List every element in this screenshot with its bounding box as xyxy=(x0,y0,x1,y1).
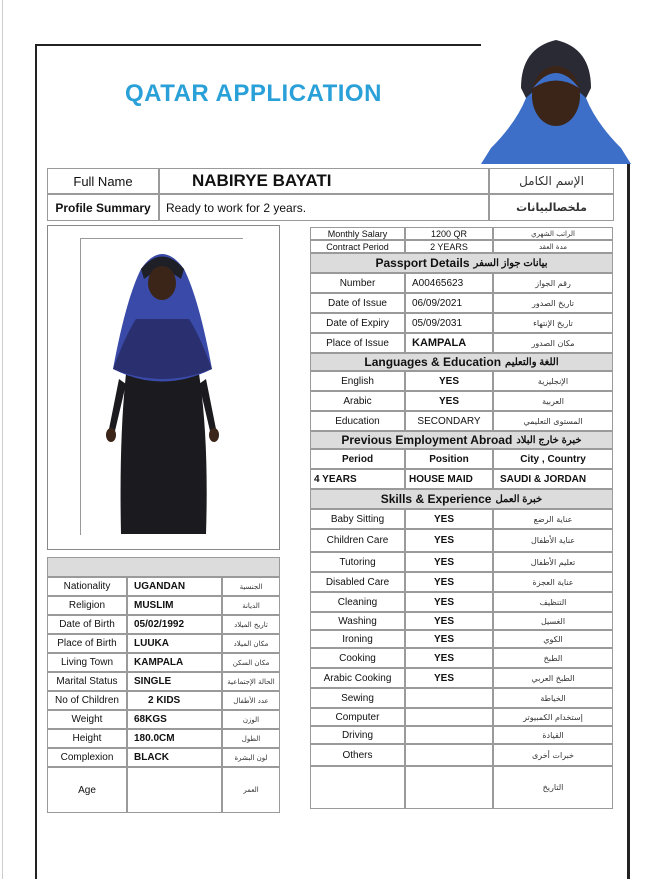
skill-label: Cooking xyxy=(310,648,405,668)
passport-heading-text: Passport Details xyxy=(375,256,470,270)
skill-value: YES xyxy=(405,668,493,688)
personal-arabic: الديانة xyxy=(222,596,280,615)
full-name-label: Full Name xyxy=(47,168,159,194)
full-name-arabic: الإسم الكامل xyxy=(489,168,614,194)
passport-heading xyxy=(310,253,613,273)
skill-arabic: القيادة xyxy=(493,726,613,744)
skill-label: Baby Sitting xyxy=(310,509,405,529)
skill-label: Tutoring xyxy=(310,552,405,572)
personal-label: Height xyxy=(47,729,127,748)
skill-label: Ironing xyxy=(310,630,405,648)
employment-col-city: City , Country xyxy=(493,449,613,469)
passport-value: KAMPALA xyxy=(405,333,493,353)
personal-value: LUUKA xyxy=(127,634,222,653)
skill-value xyxy=(405,726,493,744)
language-label: Education xyxy=(310,411,405,431)
personal-label: Religion xyxy=(47,596,127,615)
skill-arabic: إستخدام الكمبيوتر xyxy=(493,708,613,726)
skill-arabic: الغسيل xyxy=(493,612,613,630)
skill-arabic: عناية العجزة xyxy=(493,572,613,592)
skills-footer-cell xyxy=(310,766,405,809)
personal-value: SINGLE xyxy=(127,672,222,691)
language-value: YES xyxy=(405,371,493,391)
personal-arabic: الحالة الإجتماعية xyxy=(222,672,280,691)
language-label: English xyxy=(310,371,405,391)
page-edge xyxy=(2,0,3,879)
personal-value: 2 KIDS xyxy=(127,691,222,710)
full-body-photo xyxy=(80,238,243,535)
skill-arabic: عناية الرضع xyxy=(493,509,613,529)
passport-value: A00465623 xyxy=(405,273,493,293)
personal-label: Marital Status xyxy=(47,672,127,691)
skill-value: YES xyxy=(405,648,493,668)
personal-label: Place of Birth xyxy=(47,634,127,653)
skill-value xyxy=(405,688,493,708)
salary-label: Contract Period xyxy=(310,240,405,253)
employment-col-period: Period xyxy=(310,449,405,469)
skill-value xyxy=(405,744,493,766)
skill-label: Arabic Cooking xyxy=(310,668,405,688)
skill-arabic: الخياطة xyxy=(493,688,613,708)
skill-arabic: الطبخ xyxy=(493,648,613,668)
employment-position: HOUSE MAID xyxy=(405,469,493,489)
passport-label: Number xyxy=(310,273,405,293)
skill-label: Children Care xyxy=(310,529,405,552)
salary-label: Monthly Salary xyxy=(310,227,405,240)
personal-label: Date of Birth xyxy=(47,615,127,634)
skill-label: Cleaning xyxy=(310,592,405,612)
salary-value: 2 YEARS xyxy=(405,240,493,253)
skill-value: YES xyxy=(405,572,493,592)
personal-arabic: الجنسية xyxy=(222,577,280,596)
personal-value: BLACK xyxy=(127,748,222,767)
employment-period: 4 YEARS xyxy=(310,469,405,489)
personal-label: Weight xyxy=(47,710,127,729)
personal-value: MUSLIM xyxy=(127,596,222,615)
language-value: YES xyxy=(405,391,493,411)
profile-summary-arabic: ملخصالبيانات xyxy=(489,194,614,221)
language-label: Arabic xyxy=(310,391,405,411)
passport-arabic: مكان الصدور xyxy=(493,333,613,353)
employment-heading xyxy=(310,431,613,449)
employment-heading-arabic: خبرة خارج البلاد xyxy=(516,434,582,446)
skill-label: Washing xyxy=(310,612,405,630)
full-name-value: NABIRYE BAYATI xyxy=(159,168,489,194)
passport-label: Place of Issue xyxy=(310,333,405,353)
languages-heading-arabic: اللغة والتعليم xyxy=(505,356,559,368)
salary-arabic: مدة العقد xyxy=(493,240,613,253)
personal-arabic: الوزن xyxy=(222,710,280,729)
passport-arabic: تاريخ الإنتهاء xyxy=(493,313,613,333)
personal-arabic: عدد الأطفال xyxy=(222,691,280,710)
personal-value: 05/02/1992 xyxy=(127,615,222,634)
personal-label: Living Town xyxy=(47,653,127,672)
personal-value: KAMPALA xyxy=(127,653,222,672)
personal-arabic: مكان السكن xyxy=(222,653,280,672)
skill-value: YES xyxy=(405,592,493,612)
skills-heading xyxy=(310,489,613,509)
language-value: SECONDARY xyxy=(405,411,493,431)
profile-summary-value: Ready to work for 2 years. xyxy=(159,194,489,221)
employment-heading-text: Previous Employment Abroad xyxy=(341,433,513,447)
personal-arabic: الطول xyxy=(222,729,280,748)
personal-label: Age xyxy=(47,767,127,813)
personal-arabic: لون البشرة xyxy=(222,748,280,767)
passport-arabic: تاريخ الصدور xyxy=(493,293,613,313)
skill-value: YES xyxy=(405,529,493,552)
personal-arabic: العمر xyxy=(222,767,280,813)
personal-arabic: تاريخ الميلاد xyxy=(222,615,280,634)
skill-value: YES xyxy=(405,509,493,529)
skill-label: Computer xyxy=(310,708,405,726)
skill-value: YES xyxy=(405,612,493,630)
passport-label: Date of Expiry xyxy=(310,313,405,333)
skill-value xyxy=(405,708,493,726)
language-arabic: الإنجليزية xyxy=(493,371,613,391)
salary-arabic: الراتب الشهري xyxy=(493,227,613,240)
passport-arabic: رقم الجواز xyxy=(493,273,613,293)
page-title: QATAR APPLICATION xyxy=(125,80,382,107)
personal-label: Complexion xyxy=(47,748,127,767)
skill-label: Disabled Care xyxy=(310,572,405,592)
personal-arabic: مكان الميلاد xyxy=(222,634,280,653)
personal-heading-bar xyxy=(47,557,280,577)
skills-footer-arabic: التاريخ xyxy=(493,766,613,809)
skills-heading-arabic: خبرة العمل xyxy=(495,493,543,505)
language-arabic: المستوى التعليمي xyxy=(493,411,613,431)
passport-value: 06/09/2021 xyxy=(405,293,493,313)
salary-value: 1200 QR xyxy=(405,227,493,240)
personal-label: Nationality xyxy=(47,577,127,596)
skill-label: Others xyxy=(310,744,405,766)
languages-heading xyxy=(310,353,613,371)
skill-arabic: الكوي xyxy=(493,630,613,648)
personal-label: No of Children xyxy=(47,691,127,710)
passport-label: Date of Issue xyxy=(310,293,405,313)
skill-arabic: عناية الأطفال xyxy=(493,529,613,552)
skill-arabic: الطبخ العربي xyxy=(493,668,613,688)
skill-label: Sewing xyxy=(310,688,405,708)
personal-value: UGANDAN xyxy=(127,577,222,596)
skill-arabic: تعليم الأطفال xyxy=(493,552,613,572)
passport-value: 05/09/2031 xyxy=(405,313,493,333)
skill-value: YES xyxy=(405,552,493,572)
languages-heading-text: Languages & Education xyxy=(364,355,502,369)
skill-label: Driving xyxy=(310,726,405,744)
skill-arabic: خبرات أخرى xyxy=(493,744,613,766)
skills-footer-value xyxy=(405,766,493,809)
passport-heading-arabic: بيانات جواز السفر xyxy=(473,257,548,269)
profile-summary-label: Profile Summary xyxy=(47,194,159,221)
employment-col-position: Position xyxy=(405,449,493,469)
personal-value: 68KGS xyxy=(127,710,222,729)
skills-heading-text: Skills & Experience xyxy=(380,492,492,506)
personal-value: 180.0CM xyxy=(127,729,222,748)
skill-arabic: التنظيف xyxy=(493,592,613,612)
employment-country: SAUDI & JORDAN xyxy=(493,469,613,489)
personal-value xyxy=(127,767,222,813)
skill-value: YES xyxy=(405,630,493,648)
language-arabic: العربية xyxy=(493,391,613,411)
portrait-photo xyxy=(481,28,631,164)
